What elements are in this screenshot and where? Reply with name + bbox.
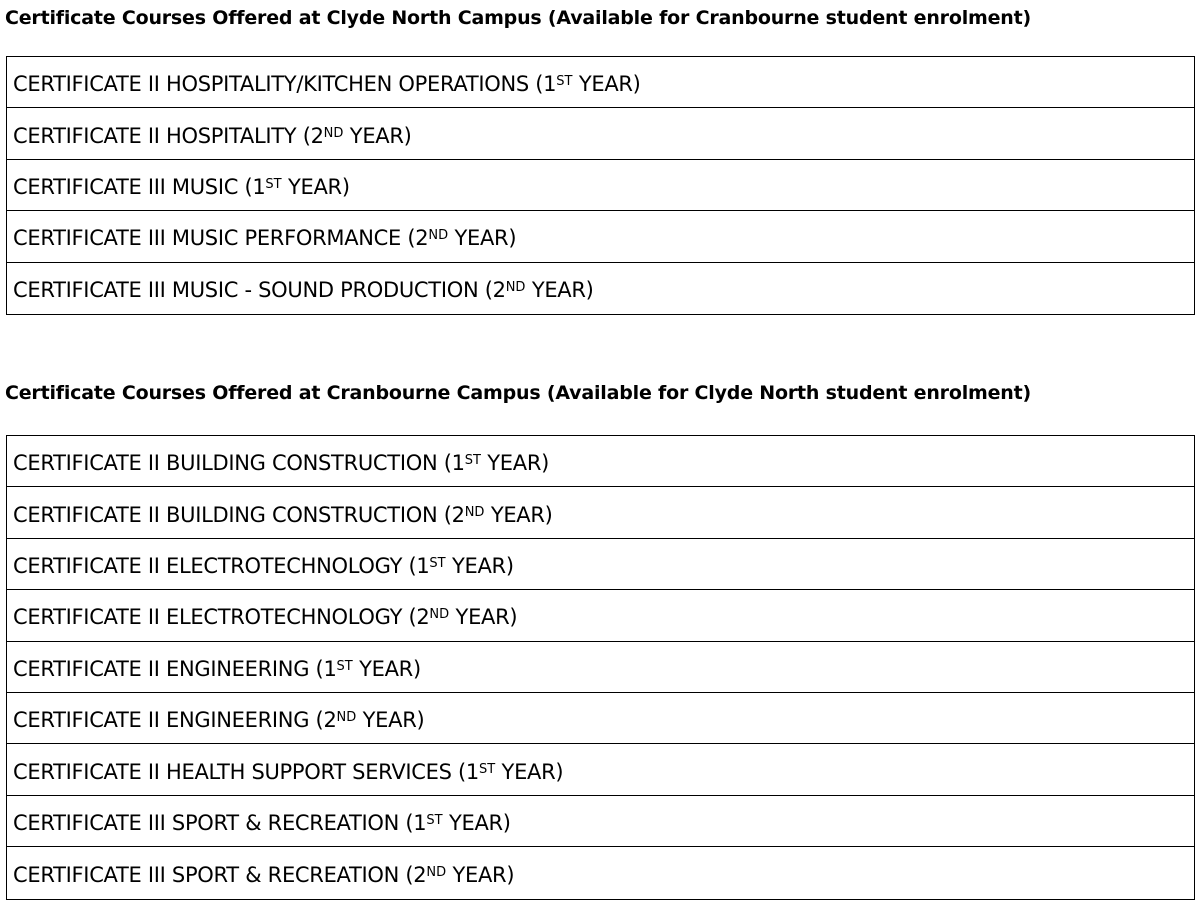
- course-year-suffix: YEAR): [484, 502, 553, 527]
- table-row: CERTIFICATE III SPORT & RECREATION (2 $^{ND}$ YEAR): [13, 862, 515, 887]
- table-row: CERTIFICATE III MUSIC PERFORMANCE (2 $^{ND}$ YEAR): [7, 211, 1194, 262]
- table-row: CERTIFICATE III MUSIC - SOUND PRODUCTION (2 $^{ND}$ YEAR): [13, 278, 594, 303]
- course-year-suffix: YEAR): [356, 708, 425, 733]
- course-year-suffix: YEAR): [445, 553, 514, 578]
- table-row: CERTIFICATE II HEALTH SUPPORT SERVICES (1 $^{ST}$ YEAR): [7, 744, 1194, 795]
- course-year-suffix: YEAR): [352, 656, 421, 681]
- course-name: CERTIFICATE III MUSIC - SOUND PRODUCTION (2: [13, 278, 506, 303]
- course-table-clyde-north: [6, 56, 1195, 315]
- course-year-suffix: YEAR): [525, 278, 594, 303]
- table-row: CERTIFICATE II ENGINEERING (1 $^{ST}$ YEAR): [7, 642, 1194, 693]
- course-name: CERTIFICATE II HOSPITALITY (2: [13, 123, 324, 148]
- course-table-cranbourne: [6, 435, 1195, 900]
- course-year-suffix: YEAR): [480, 451, 550, 476]
- section-title-cranbourne: Certificate Courses Offered at Cranbourne Campus (Available for Clyde North student enrolment): [5, 382, 1031, 404]
- course-name: CERTIFICATE II ELECTROTECHNOLOGY (1: [13, 553, 430, 578]
- course-year-suffix: YEAR): [495, 759, 564, 784]
- table-row: CERTIFICATE II HOSPITALITY (2 $^{ND}$ YEAR): [7, 108, 1194, 159]
- table-row: CERTIFICATE II ELECTROTECHNOLOGY (1 $^{ST}$ YEAR): [7, 539, 1194, 590]
- course-name: CERTIFICATE II HEALTH SUPPORT SERVICES (1: [13, 759, 479, 784]
- course-name: CERTIFICATE II ENGINEERING (1: [13, 656, 337, 681]
- table-row: CERTIFICATE II BUILDING CONSTRUCTION (1 $^{ST}$ YEAR): [7, 436, 1194, 487]
- table-row: CERTIFICATE III SPORT & RECREATION (1 $^{ST}$ YEAR): [7, 796, 1194, 847]
- course-year-suffix: YEAR): [343, 123, 412, 148]
- course-name: CERTIFICATE II BUILDING CONSTRUCTION (1: [13, 451, 465, 476]
- course-name: CERTIFICATE III MUSIC PERFORMANCE (2: [13, 226, 429, 251]
- course-name: CERTIFICATE III MUSIC (1: [13, 174, 266, 199]
- course-name: CERTIFICATE II ENGINEERING (2: [13, 708, 337, 733]
- table-row: CERTIFICATE II HOSPITALITY/KITCHEN OPERATIONS (1 $^{ST}$ YEAR): [7, 57, 1194, 108]
- course-year-suffix: YEAR): [442, 810, 511, 835]
- course-name: CERTIFICATE II BUILDING CONSTRUCTION (2: [13, 502, 465, 527]
- course-name: CERTIFICATE III SPORT & RECREATION (1: [13, 810, 427, 835]
- course-name: CERTIFICATE II ELECTROTECHNOLOGY (2: [13, 605, 430, 630]
- course-year-suffix: YEAR): [281, 174, 350, 199]
- section-title-clyde-north: Certificate Courses Offered at Clyde North Campus (Available for Cranbourne student enrolment): [5, 7, 1031, 29]
- course-year-suffix: YEAR): [572, 72, 641, 97]
- course-year-suffix: YEAR): [449, 605, 518, 630]
- course-name: CERTIFICATE II HOSPITALITY/KITCHEN OPERATIONS (1: [13, 72, 557, 97]
- table-row: CERTIFICATE II ELECTROTECHNOLOGY (2 $^{ND}$ YEAR): [7, 590, 1194, 641]
- course-name: CERTIFICATE III SPORT & RECREATION (2: [13, 862, 427, 887]
- table-row: CERTIFICATE III MUSIC (1 $^{ST}$ YEAR): [7, 160, 1194, 211]
- course-year-suffix: YEAR): [446, 862, 515, 887]
- course-year-suffix: YEAR): [448, 226, 517, 251]
- table-row: CERTIFICATE II BUILDING CONSTRUCTION (2 $^{ND}$ YEAR): [7, 487, 1194, 538]
- table-row: CERTIFICATE II ENGINEERING (2 $^{ND}$ YEAR): [7, 693, 1194, 744]
